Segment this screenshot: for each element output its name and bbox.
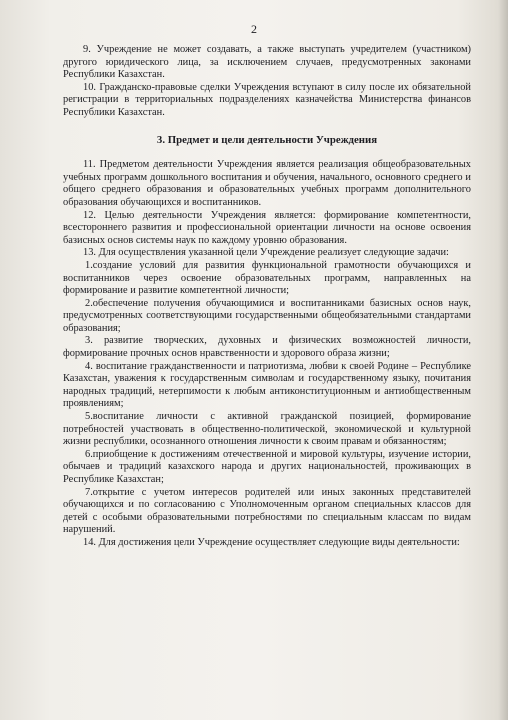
task-item-5: 5.воспитание личности с активной гражданской позицией, формирование потребностей участвовать в общественно-политической, экономической и культурной жизни республики, осознанного отношения личности к своим правам и обязанностям; — [63, 411, 471, 448]
paragraph-13: 13. Для осуществления указанной цели Учреждение реализует следующие задачи: — [83, 247, 449, 259]
document-body — [63, 44, 471, 550]
task-item-6: 6.приобщение к достижениям отечественной и мировой культуры, изучение истории, обычаев и традиций казахского народа и других национальностей, проживающих в Республике Казахстан; — [63, 448, 471, 485]
task-item-1: 1.создание условий для развития функциональной грамотности обучающихся и воспитанников через освоение образовательных программ, направленных на формирование и развитие компетентной личности; — [63, 259, 471, 297]
section-heading: 3. Предмет и цели деятельности Учреждения — [156, 133, 378, 146]
paragraph-9: 9. Учреждение не может создавать, а также выступать учредителем (участником) другого юридического лица, за исключением случаев, предусмотренных законами Республики Казахстан. — [63, 44, 471, 81]
paragraph-11: 11. Предметом деятельности Учреждения является реализация общеобразовательных учебных программ дошкольного воспитания и обучения, начального, основного среднего и общего среднего образования и образовательных учебных программ дополнительного образования обучающихся и воспитанников. — [63, 159, 471, 208]
task-item-2: 2.обеспечение получения обучающимися и воспитанниками базисных основ наук, предусмотренных соответствующими государственными общеобязательными стандартами образования; — [63, 297, 471, 334]
page-number: 2 — [251, 22, 257, 36]
paragraph-14: 14. Для достижения цели Учреждение осуществляет следующие виды деятельности: — [83, 536, 460, 548]
task-item-7: 7.открытие с учетом интересов родителей или иных законных представителей обучающихся и по согласованию с Уполномоченным органом специальных классов для детей с особыми образовательными потребностями по специальным классам по видам нарушений. — [63, 486, 471, 536]
paragraph-10: 10. Гражданско-правовые сделки Учреждения вступают в силу после их обязательной регистрации в территориальных подразделениях казначейства Министерства финансов Республики Казахстан. — [63, 81, 471, 118]
page-edge-shadow — [498, 0, 508, 720]
task-item-4: 4. воспитание гражданственности и патриотизма, любви к своей Родине – Республике Казахстан, уважения к государственным символам и государственному языку, почитания народных традиций, нетерпимости к любым антиконституционным и антиобщественным проявлениям; — [63, 360, 471, 410]
task-item-3: 3. развитие творческих, духовных и физических возможностей личности, формирование прочных основ нравственности и здорового образа жизни; — [63, 335, 471, 360]
paragraph-12: 12. Целью деятельности Учреждения является: формирование компетентности, всестороннего развития и профессиональной ориентации личности на основе освоения базисных основ системы наук по каждому уровню образования. — [63, 209, 471, 246]
